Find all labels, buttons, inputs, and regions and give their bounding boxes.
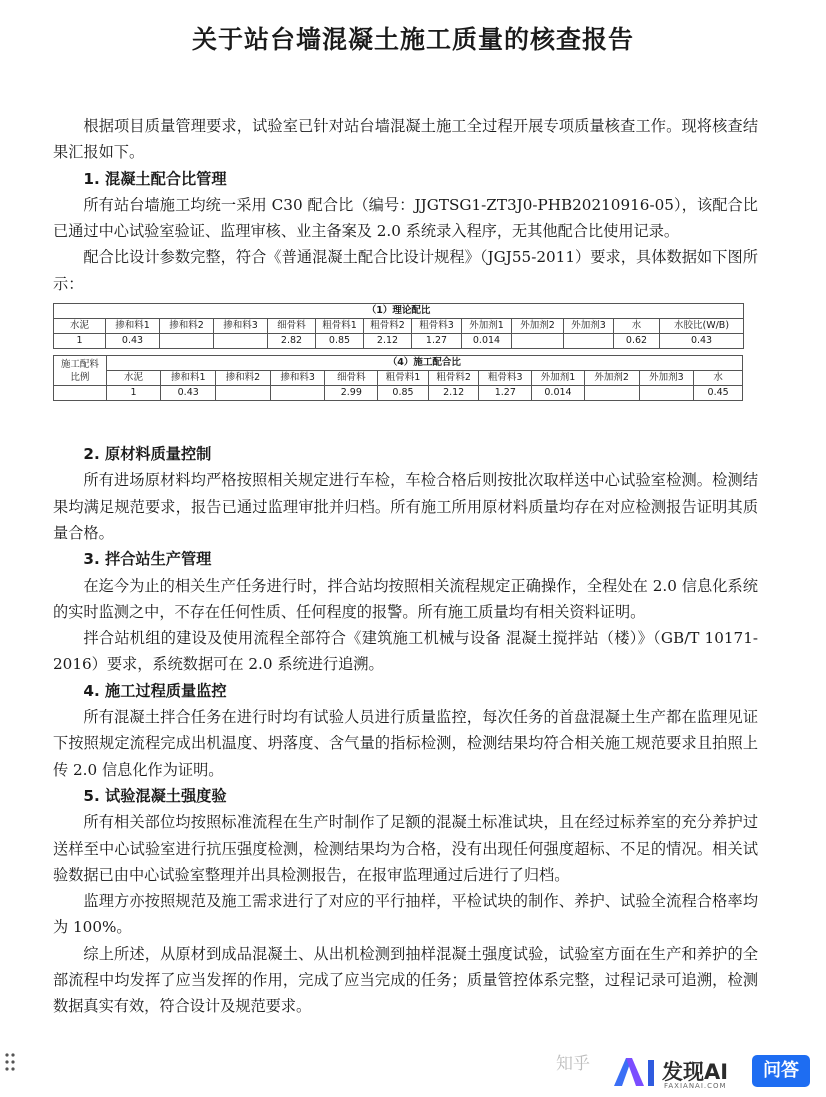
table1-cell: 1	[54, 334, 106, 349]
table2-header: 水泥	[106, 371, 161, 386]
section-5-paragraph-1: 所有相关部位均按照标准流程在生产时制作了足额的混凝土标准试块，且在经过标养室的充分养护过送样至中心试验室进行抗压强度检测，检测结果均为合格，没有出现任何强度超标、不足的情况。相关试验数据已由中心试验室整理并出具检测报告，在报审监理通过后进行了归档。	[53, 813, 758, 884]
report-body	[53, 113, 758, 1020]
theoretical-ratio-table	[53, 303, 744, 349]
table1-cell: 1.27	[412, 334, 462, 349]
table2-header: 粗骨料1	[378, 371, 429, 386]
table2-header: 掺和料1	[161, 371, 216, 386]
construction-ratio-table	[53, 355, 743, 401]
section-heading-4: 4. 施工过程质量监控	[83, 681, 227, 700]
table2-cell	[270, 386, 325, 401]
table2-header: 外加剂1	[532, 371, 585, 386]
table2-header: 水	[694, 371, 743, 386]
table2-header: 掺和料3	[270, 371, 325, 386]
brand-domain: FAXIANAI.COM	[664, 1082, 727, 1090]
table1-header: 外加剂3	[564, 319, 614, 334]
table2-header: 外加剂3	[639, 371, 694, 386]
zhihu-watermark: 知乎	[556, 1054, 590, 1074]
table1-header: 粗骨料3	[412, 319, 462, 334]
table1-header: 水胶比(W/B)	[660, 319, 744, 334]
spacer	[53, 407, 758, 441]
table1-cell	[512, 334, 564, 349]
section-5-paragraph-2: 监理方亦按照规范及施工需求进行了对应的平行抽样，平检试块的制作、养护、试验全流程合格率均为 100%。	[53, 892, 758, 937]
table2-cell	[216, 386, 271, 401]
table2-header: 粗骨料2	[428, 371, 479, 386]
table1-caption: （1）理论配比	[54, 304, 744, 319]
table1-header: 掺和料1	[106, 319, 160, 334]
table1-cell	[564, 334, 614, 349]
intro-paragraph: 根据项目质量管理要求，试验室已针对站台墙混凝土施工全过程开展专项质量核查工作。现将核查结果汇报如下。	[53, 117, 758, 162]
table2-cell: 0.45	[694, 386, 743, 401]
section-1-paragraph-1: 所有站台墙施工均统一采用 C30 配合比（编号：JJGTSG1-ZT3J0-PHB20210916-05），该配合比已通过中心试验室验证、监理审核、业主备案及 2.0 系统录入程序，无其他配合比使用记录。	[53, 195, 758, 241]
table2-cell	[639, 386, 694, 401]
ask-button[interactable]: 问答	[752, 1055, 810, 1087]
table1-cell	[214, 334, 268, 349]
table1-header: 掺和料3	[214, 319, 268, 334]
table1-cell: 0.43	[660, 334, 744, 349]
table1-header: 外加剂1	[462, 319, 512, 334]
table2-cell: 0.014	[532, 386, 585, 401]
table1-header: 外加剂2	[512, 319, 564, 334]
drag-handle-icon[interactable]	[4, 1052, 16, 1072]
table2-cell: 0.43	[161, 386, 216, 401]
table1-cell: 2.82	[268, 334, 316, 349]
table1-header: 粗骨料2	[364, 319, 412, 334]
table2-row-label-top: 施工配料	[60, 358, 99, 370]
table1-header: 水泥	[54, 319, 106, 334]
table1-header-row	[54, 319, 744, 334]
table1-cell	[160, 334, 214, 349]
table1-cell: 2.12	[364, 334, 412, 349]
table2-header: 粗骨料3	[479, 371, 532, 386]
table2-cell: 2.12	[428, 386, 479, 401]
section-heading-2: 2. 原材料质量控制	[83, 445, 212, 464]
table2-cell	[584, 386, 639, 401]
table2-cell: 1	[106, 386, 161, 401]
table1-cell: 0.43	[106, 334, 160, 349]
table2-cell: 2.99	[325, 386, 378, 401]
faxian-ai-logo-icon	[612, 1056, 658, 1088]
table1-header: 细骨料	[268, 319, 316, 334]
conclusion-paragraph: 综上所述，从原材到成品混凝土、从出机检测到抽样混凝土强度试验，试验室方面在生产和养护的全部流程中均发挥了应当发挥的作用，完成了应当完成的任务；质量管控体系完整，过程记录可追溯，检测数据真实有效，符合设计及规范要求。	[53, 944, 758, 1016]
table1-header: 水	[614, 319, 660, 334]
section-3-paragraph-2: 拌合站机组的建设及使用流程全部符合《建筑施工机械与设备 混凝土搅拌站（楼）》（GB/T 10171-2016）要求，系统数据可在 2.0 系统进行追溯。	[53, 629, 758, 674]
section-2-paragraph-1: 所有进场原材料均严格按照相关规定进行车检，车检合格后则按批次取样送中心试验室检测。检测结果均满足规范要求，报告已通过监理审批并归档。所有施工所用原材料质量均存在对应检测报告证明其质量合格。	[53, 471, 758, 542]
section-4-paragraph-1: 所有混凝土拌合任务在进行时均有试验人员进行质量监控，每次任务的首盘混凝土生产都在监理见证下按照规定流程完成出机温度、坍落度、含气量的指标检测，检测结果均符合相关施工规范要求且拍照上传 2.0 信息化作为证明。	[53, 708, 758, 779]
mix-ratio-tables	[53, 303, 758, 401]
page-title: 关于站台墙混凝土施工质量的核查报告	[191, 25, 634, 54]
table2-caption: （4）施工配合比	[106, 356, 742, 371]
section-1-paragraph-2: 配合比设计参数完整，符合《普通混凝土配合比设计规程》（JGJ55-2011）要求，具体数据如下图所示：	[53, 248, 758, 293]
table2-header: 外加剂2	[584, 371, 639, 386]
table1-cell: 0.62	[614, 334, 660, 349]
table1-cell: 0.85	[316, 334, 364, 349]
table1-value-row	[54, 334, 744, 349]
section-heading-3: 3. 拌合站生产管理	[83, 550, 212, 569]
section-heading-1: 1. 混凝土配合比管理	[83, 169, 227, 188]
table2-cell: 1.27	[479, 386, 532, 401]
table1-header: 粗骨料1	[316, 319, 364, 334]
table2-row-label-spacer	[54, 386, 107, 401]
section-3-paragraph-1: 在迄今为止的相关生产任务进行时，拌合站均按照相关流程规定正确操作，全程处在 2.0 信息化系统的实时监测之中，不存在任何性质、任何程度的报警。所有施工质量均有相关资料证明。	[53, 576, 758, 621]
table2-header-row	[54, 371, 743, 386]
table2-header: 细骨料	[325, 371, 378, 386]
table2-header: 掺和料2	[216, 371, 271, 386]
brand-name: 发现AI	[662, 1060, 729, 1084]
table2-cell: 0.85	[378, 386, 429, 401]
table1-header: 掺和料2	[160, 319, 214, 334]
table2-row-label-bottom: 比例	[70, 371, 90, 383]
section-heading-5: 5. 试验混凝土强度验	[83, 786, 227, 805]
table1-cell: 0.014	[462, 334, 512, 349]
table2-value-row	[54, 386, 743, 401]
table2-row-label	[54, 356, 107, 386]
